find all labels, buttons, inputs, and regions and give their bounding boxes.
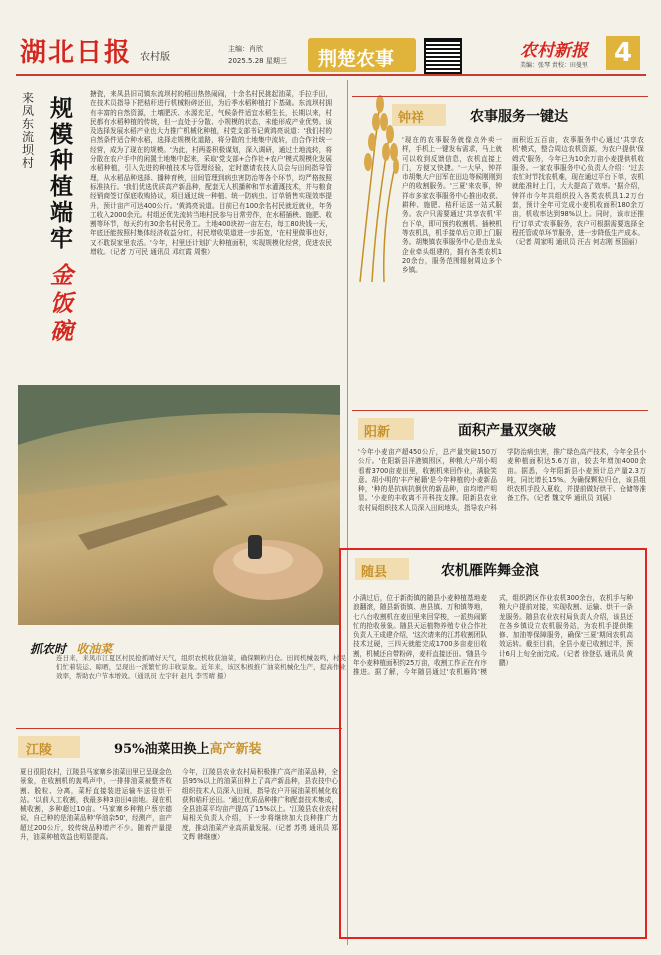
masthead <box>0 0 661 75</box>
jiangling-place: 江陵 <box>26 743 53 758</box>
yangxin-headline: 面积产量双突破 <box>458 423 556 439</box>
divider-yangxin <box>352 410 648 411</box>
yangxin-place: 阳新 <box>364 425 391 440</box>
masthead-rule <box>16 74 646 76</box>
jiangling-body-col2: 今年，江陵县农业农村局积极推广高产油菜品种，全县95%以上的油菜田种上了高产新品种，县农技中心组织技术人员深入田间，指导农户开展油菜机械化收获和秸秆还田。'通过优质品种推广和配套技术集成，全县油菜平均亩产提高了15%以上。'江陵县农业农村局相关负责人介绍，下一步将继续加大良种推广力度，推动油菜产业高质量发展。（记者 苏勇 通讯员 郑文辉 韩继康） <box>182 768 338 842</box>
section-banner <box>308 38 416 72</box>
zhongxiang-body-col2: 面积近五百亩，农事服务中心通过'共享农机'模式，整合周边农机资源，为农户提供'保姆式'服务，今年已为10余万亩小麦提供机收服务。一家农事服务中心负责人介绍：'过去农忙时节找农机难，现在通过平台下单，农机就能准时上门，大大提高了效率。'据介绍，钟祥市今年共组织投入各类农机具1.2万台套，预计全年可完成小麦机收面积180余万亩，机收率达到98%以上。同时，该市还推行'订单式'农事服务，农户可根据需要选择全程托管或单环节服务，进一步降低生产成本。（记者 周家明 通讯员 汪吉 何志刚 蔡国丽） <box>512 136 644 247</box>
date-label: 2025.5.28 星期三 <box>228 57 287 65</box>
lead-headline: 规模种植端牢 <box>50 95 73 252</box>
sub-paper-title: 农村新报 <box>520 41 588 61</box>
zhongxiang-headline: 农事服务一键达 <box>470 109 568 125</box>
jiangling-headline: 95%油菜田换上高产新装 <box>114 742 262 757</box>
qr-code-icon <box>424 38 462 76</box>
staff-label: 美编：张琴 责校：田曼里 <box>520 62 588 69</box>
zhongxiang-body-col1: '现在的农事服务就像点外卖一样，手机上一键发布需求，马上就可以收到反馈信息，农机直接上门，方便又快捷。'一大早，钟祥市胡集大户田军在田边等候刚刚到户的收割服务。'三夏'来农事，钟祥市多家农事服务中心推出收获、耕种、施肥、秸秆运送一站式服务。农户只需要通过'共享农机'平台下单，即可预约收割机、插秧机等农机具，机手接单后立即上门服务。胡集镇农事服务中心是由龙头企业牵头组建的，拥有各类农机120余台，服务范围辐射周边多个乡镇。 <box>402 136 502 275</box>
page-number: 4 <box>614 38 633 68</box>
zhongxiang-place-tag <box>392 104 446 126</box>
lead-body: 搪瓷，来凤县旧司镇东流坝村的稻田热热闹闹，十余名村民挑起油菜，手拉手田，在技术员指导下把秸秆进行机械粉碎还田，为后季水稻种植打下基础。东流坝村拥有丰富的自然资源，土壤肥沃、水源充足，气候条件适宜水稻生长，长期以来，村民都有水稻种植的传统，但一直处于分散、小规模的状态，未能形成产业优势。该及选择发展水稻产业也大力推广机械化种植，村党支部书记黄鸿亮说道：'我们村的自然条件适合种水稻，选择走规模化道路，将分散的土地集中流转，由合作社统一经营，成为了现在的规模。'为此，村两委积极谋划，深入调研，通过土地流转，将分散在农户手中的闲置土地集中起来，采取'党支部+合作社+农户'模式规模化发展水稻种植，引入先进的种植技术与管理经验，定时邀请农技人员会与田间指导管理，从水稻品种选择、播种育秧，田间管理到病虫害防治等各个环节，均严格按照标准执行。'我们优选优质高产新品种，配套无人机播种和节水灌溉技术，并与粮食经销商签订保底收购协议，项目通过统一种植、统一防病虫、订单销售实现效率提升，预计亩产可达400公斤。'黄鸿亮说道。目前已有100余名村民就近就业，年务工收入2000余元。村组还优先流转当地村民参与日常劳作，在水稻插秧、施肥、收割等环节，每天约有30余名村民务工。土地400块初一亩左右，每工80块钱一天，年底还能按照村集体经济收益分红，村民增收渠道进一步拓宽，'在村里做事也好，又不耽误家里农活。'今年，村里还计划扩大种植面积，实现规模化经营，促进农民增收。（记者 万可民 通讯员 邓红霞 周惟） <box>90 90 332 257</box>
suixian-body: 小满过后，位于新街镇的随县小麦种植基地麦浪翻滚，随县新街镇、唐县镇、万和镇等地，七八台收割机在麦田里来回穿梭，一派热闹繁忙的抢收景象。随县天运植物养殖专业合作社负责人王成建介绍，'这次请来的江苏收割团队技术过硬，三四天就能完成1700多亩麦田收割，机械还自带粉碎，麦秆直接还田。'随县今年小麦种植面积约25万亩，收割工作正在有序推进。据了解，今年随县通过'农机雁阵'模式，组织跨区作业农机300余台，农机手与种粮大户提前对接，实现收割、运输、烘干一条龙服务。随县农业农村局负责人介绍，该县还在各乡镇设立农机服务站，为农机手提供维修、加油等保障服务，确保'三夏'期间农机高效运转。截至目前，全县小麦已收割过半，预计6月上旬全面完成。（记者 徐登弘 通讯员 黄鹏） <box>353 594 633 677</box>
divider-zhongxiang-top <box>352 96 648 97</box>
section-banner-text: 荆楚农事 <box>318 48 395 70</box>
jiangling-body-col1: 夏日很阳农村，江陵县马家寨乡油菜田里已呈现金色景象，在收割机的轰鸣声中，一排排油菜被整齐收割、脱粒、分离，菜籽直接装进运输车送往烘干站。'以前人工收割，我最多种3亩田4亩地。现在机械收割，多种超过10亩。'马家寨乡种粮户蔡宗德说，自己种的是油菜品种'华油杂50'，经测产，亩产超过200公斤，较传统品种增产不少。随着产量提升，油菜种植效益也明显提高。 <box>20 768 172 842</box>
photo-title: 抓农时 收油菜 <box>30 642 113 656</box>
photo-caption: 连日来，来凤市江夏区村民抢抓晴好天气，组织农机收获油菜，确保颗粒归仓。田间机械轰鸣，村民们忙着装运、晾晒，呈现出一派繁忙的丰收景象。近年来，该区积极推广油菜机械化生产，提高作业效率，帮助农户节本增效。（通讯员 左宇轩 赵凡 李雪晴 摄） <box>56 654 346 680</box>
suixian-place: 随县 <box>361 565 388 580</box>
yangxin-body: '今年小麦亩产超450公斤，总产量突破150万公斤。'在阳新县洋港镇围区，种粮大户胡小明看着3700亩麦田里，收割机来回作业，满脸笑意。胡小明的'丰产秘籍'是今年种植的小麦新品种，'种的是抗病抗倒伏的新品种，亩均增产明显。'小麦的丰收离不开科技支撑。阳新县农业农村局组织技术人员深入田间地头，指导农户科学防治病虫害，推广绿色高产技术，今年全县小麦种植面积达5.6万亩，较去年增加4000余亩。据悉，今年阳新县小麦预计总产量2.3万吨，同比增长15%。为确保颗粒归仓，该县组织农机手投入夏收，并提前做好烘干、仓储等准备工作。（记者 魏文华 通讯员 刘展） <box>358 448 646 512</box>
lead-place: 来凤东流坝村 <box>22 91 35 170</box>
page-number-badge <box>606 36 640 70</box>
divider-jiangling <box>16 728 342 729</box>
zhongxiang-place: 钟祥 <box>398 111 425 126</box>
edition-label: 农村版 <box>140 52 170 63</box>
field-photo <box>18 385 340 625</box>
suixian-headline: 农机雁阵舞金浪 <box>441 563 539 579</box>
jiangling-place-tag <box>18 736 80 758</box>
newspaper-title: 湖北日报 <box>20 38 133 68</box>
suixian-place-tag <box>355 558 409 580</box>
photo-illustration <box>18 385 340 625</box>
editor-label: 主编：肖欣 <box>228 45 263 53</box>
lead-headline-accent: 金饭碗 <box>50 262 73 345</box>
yangxin-place-tag <box>358 418 414 440</box>
suixian-highlight-box <box>339 548 647 939</box>
